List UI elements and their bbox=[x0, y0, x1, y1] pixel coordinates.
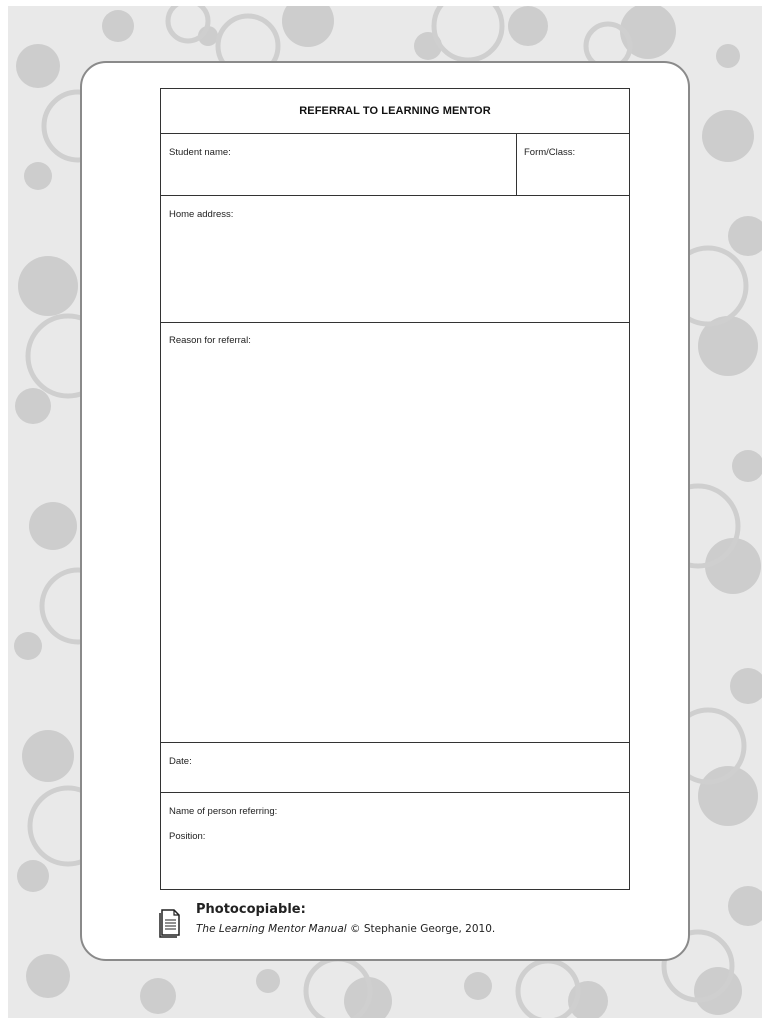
student-name-row bbox=[161, 134, 629, 196]
name-of-person-label: Name of person referring: bbox=[169, 806, 278, 817]
credit-text: © Stephanie George, 2010. bbox=[346, 923, 496, 935]
reason-label: Reason for referral: bbox=[169, 335, 251, 346]
copyright-credit bbox=[196, 923, 495, 935]
book-title: The Learning Mentor Manual bbox=[196, 923, 347, 935]
home-address-label: Home address: bbox=[169, 209, 234, 220]
form-class-label: Form/Class: bbox=[524, 147, 576, 158]
form-title: REFERRAL TO LEARNING MENTOR bbox=[299, 105, 491, 117]
document-icon bbox=[158, 908, 182, 938]
photocopiable-heading: Photocopiable: bbox=[196, 902, 306, 917]
referral-form bbox=[160, 88, 630, 890]
photocopiable-footer bbox=[158, 902, 558, 942]
date-label: Date: bbox=[169, 756, 192, 767]
home-address-row bbox=[161, 196, 629, 323]
person-referring-row bbox=[161, 793, 629, 891]
reason-row bbox=[161, 323, 629, 743]
student-name-label: Student name: bbox=[169, 147, 231, 158]
form-title-row bbox=[161, 89, 629, 134]
date-row bbox=[161, 743, 629, 793]
position-label: Position: bbox=[169, 831, 206, 842]
column-divider bbox=[516, 134, 517, 195]
